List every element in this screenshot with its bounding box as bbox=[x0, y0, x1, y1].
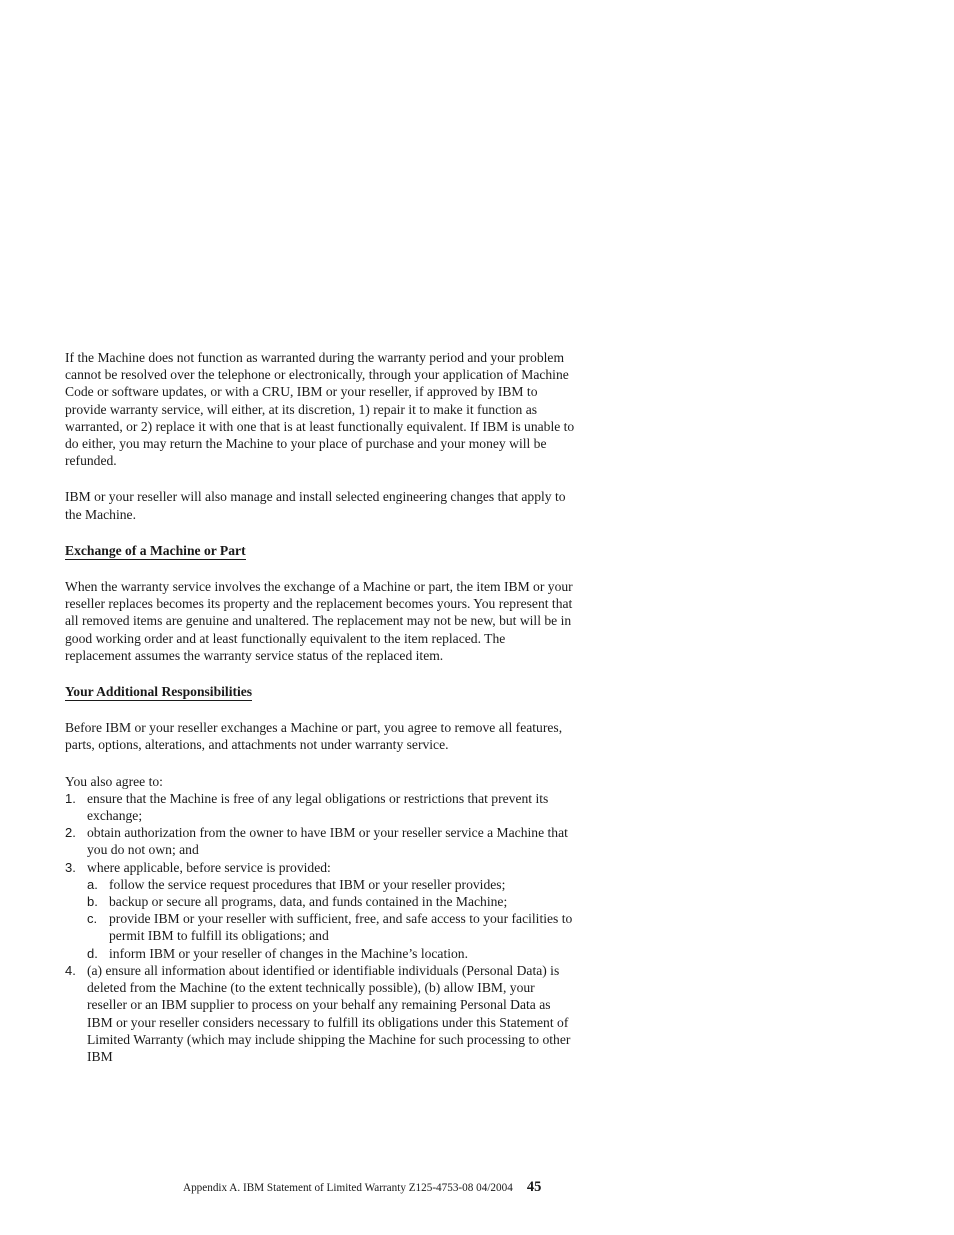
paragraph-repair-or-replace: If the Machine does not function as warranted during the warranty period and your problem cannot be resolved over the telephone or electronically, through your application of Machine Code or software updates, or with a CRU, IBM or your reseller, if approved by IBM to provide warranty service, will either, at its discretion, 1) repair it to make it function as warranted, or 2) replace it with one that is at least functionally equivalent. If IBM is unable to do either, you may return the Machine to your place of purchase and your money will be refunded. bbox=[65, 350, 575, 469]
paragraph-engineering-changes: IBM or your reseller will also manage and install selected engineering changes that apply to the Machine. bbox=[65, 489, 566, 522]
responsibilities-list bbox=[65, 790, 575, 1065]
heading-responsibilities: Your Additional Responsibilities bbox=[65, 683, 252, 701]
footer-text: Appendix A. IBM Statement of Limited Warranty Z125-4753-08 04/2004 bbox=[183, 1182, 513, 1194]
list-number: 2. bbox=[65, 825, 76, 841]
heading-exchange: Exchange of a Machine or Part bbox=[65, 542, 246, 560]
list-item bbox=[65, 790, 575, 824]
agree-intro: You also agree to: bbox=[65, 773, 163, 789]
sub-list-item-text: provide IBM or your reseller with sufficient, free, and safe access to your facilities to permit IBM to fulfill its obligations; and bbox=[109, 911, 573, 944]
list-item bbox=[65, 824, 575, 858]
list-item bbox=[65, 859, 575, 962]
paragraph-responsibilities: Before IBM or your reseller exchanges a Machine or part, you agree to remove all features, parts, options, alterations, and attachments not under warranty service. bbox=[65, 720, 563, 753]
sub-list-letter: b. bbox=[87, 894, 98, 910]
document-body bbox=[65, 349, 575, 1065]
list-number: 4. bbox=[65, 962, 76, 978]
sub-list-letter: d. bbox=[87, 945, 98, 961]
sub-list-item bbox=[65, 876, 575, 893]
page-footer bbox=[183, 1177, 575, 1198]
list-item-text: (a) ensure all information about identified or identifiable individuals (Personal Data) is deleted from the Machine (to the extent technically possible), (b) allow IBM, your reseller or an IBM supplier to process on your behalf any remaining Personal Data as IBM or your reseller considers necessary to fulfill its obligations under this Statement of Limited Warranty (which may include shipping the Machine for such processing to other IBM bbox=[87, 962, 571, 1064]
sub-list-letter: c. bbox=[87, 911, 98, 927]
sub-list-item-text: follow the service request procedures that IBM or your reseller provides; bbox=[109, 876, 506, 892]
sub-list-item bbox=[65, 945, 575, 962]
sub-list-item bbox=[65, 910, 575, 944]
paragraph-exchange: When the warranty service involves the exchange of a Machine or part, the item IBM or your reseller replaces becomes its property and the replacement becomes yours. You represent that all removed items are genuine and unaltered. The replacement may not be new, but will be in good working order and at least functionally equivalent to the item replaced. The replacement assumes the warranty service status of the replaced item. bbox=[65, 579, 573, 663]
sub-list-letter: a. bbox=[87, 876, 98, 892]
list-number: 3. bbox=[65, 859, 76, 875]
list-item-text: obtain authorization from the owner to have IBM or your reseller service a Machine that you do not own; and bbox=[87, 825, 568, 858]
sub-list-item-text: inform IBM or your reseller of changes in the Machine’s location. bbox=[109, 945, 468, 961]
list-item-text: where applicable, before service is provided: bbox=[87, 859, 331, 875]
sub-list-item-text: backup or secure all programs, data, and funds contained in the Machine; bbox=[109, 894, 508, 910]
sub-list-item bbox=[65, 893, 575, 910]
list-number: 1. bbox=[65, 790, 76, 806]
list-item bbox=[65, 962, 575, 1065]
list-item-text: ensure that the Machine is free of any legal obligations or restrictions that prevent its exchange; bbox=[87, 790, 549, 824]
page-number: 45 bbox=[526, 1179, 542, 1195]
sub-list bbox=[87, 876, 575, 962]
